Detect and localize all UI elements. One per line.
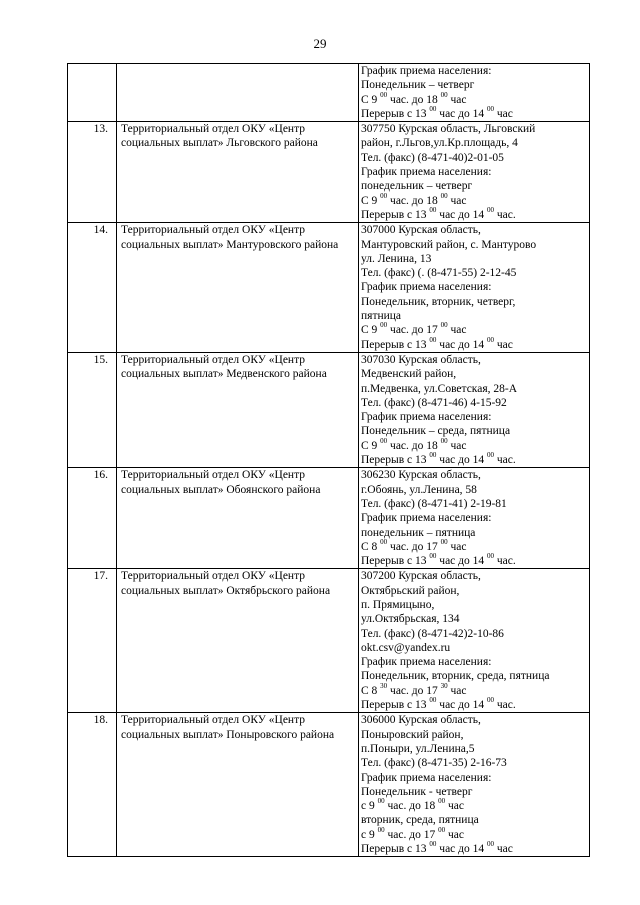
info-text: с 9: [361, 828, 378, 841]
info-line: [361, 353, 587, 367]
time-minutes-superscript: 00: [429, 104, 437, 113]
info-line: [361, 713, 587, 727]
info-text: вторник, среда, пятница: [361, 814, 479, 827]
info-line: [361, 280, 587, 294]
info-line: [361, 698, 587, 712]
time-minutes-superscript: 00: [440, 436, 448, 445]
time-minutes-superscript: 00: [487, 840, 494, 849]
info-text: час.: [494, 454, 516, 467]
info-text: Перерыв с 13: [361, 699, 430, 712]
time-minutes-superscript: 00: [377, 797, 385, 806]
time-minutes-superscript: 00: [380, 537, 388, 546]
time-minutes-superscript: 00: [380, 90, 388, 99]
info-line: [361, 151, 587, 165]
info-text: 307200 Курская область,: [361, 570, 481, 583]
info-text: С 8: [361, 684, 381, 697]
office-contact-info: [359, 64, 590, 122]
info-text: ул.Октябрьская, 134: [361, 613, 460, 626]
offices-table: [67, 63, 590, 857]
time-minutes-superscript: 00: [440, 537, 448, 546]
info-text: час до 14: [436, 699, 487, 712]
info-line: [361, 483, 587, 497]
info-text: час: [445, 828, 464, 841]
info-text: Перерыв с 13: [361, 208, 430, 221]
info-text: час: [447, 540, 467, 553]
info-line: [361, 104, 587, 121]
info-text: Понедельник, вторник, четверг,: [361, 295, 516, 308]
time-minutes-superscript: 00: [429, 205, 437, 214]
info-line: [361, 641, 587, 655]
info-text: час. до 18: [387, 439, 441, 452]
info-line: [361, 64, 587, 78]
time-minutes-superscript: 30: [380, 681, 388, 690]
time-minutes-superscript: 00: [380, 436, 388, 445]
row-number: 17.: [68, 569, 117, 713]
info-text: час. до 17: [387, 540, 441, 553]
info-text: График приема населения:: [361, 281, 492, 294]
office-contact-info: [359, 569, 590, 713]
info-text: час: [447, 194, 467, 207]
info-text: Тел. (факс) (8-471-35) 2-16-73: [361, 757, 507, 770]
info-text: час. до 17: [387, 324, 441, 337]
info-line: [361, 295, 587, 309]
time-minutes-superscript: 00: [487, 696, 494, 705]
info-text: График приема населения:: [361, 65, 492, 77]
info-line: [361, 323, 587, 337]
table-row: [68, 713, 590, 857]
info-text: График приема населения:: [361, 411, 492, 424]
info-text: п.Медвенка, ул.Советская, 28-А: [361, 382, 518, 395]
time-minutes-superscript: 00: [487, 104, 494, 113]
info-text: 307030 Курская область,: [361, 353, 481, 366]
info-text: час.: [494, 208, 516, 221]
info-text: Понедельник – среда, пятница: [361, 425, 511, 438]
info-text: Медвенский район,: [361, 368, 457, 381]
time-minutes-superscript: 00: [377, 825, 385, 834]
info-text: час. до 18: [384, 800, 439, 813]
page-number: 29: [313, 36, 327, 51]
info-text: час до 14: [436, 208, 487, 221]
row-number: [68, 64, 117, 122]
info-line: [361, 497, 587, 511]
time-minutes-superscript: 00: [487, 335, 494, 344]
info-line: [361, 627, 587, 641]
info-text: час: [494, 338, 513, 351]
time-minutes-superscript: 00: [429, 840, 437, 849]
info-text: час: [447, 684, 467, 697]
info-line: [361, 191, 587, 208]
info-line: [361, 813, 587, 827]
info-text: График приема населения:: [361, 166, 492, 179]
info-text: г.Обоянь, ул.Ленина, 58: [361, 483, 477, 496]
info-line: [361, 728, 587, 742]
info-line: [361, 223, 587, 237]
info-line: [361, 453, 587, 467]
info-text: понедельник – пятница: [361, 526, 476, 539]
info-text: с 9: [361, 800, 378, 813]
info-text: 306230 Курская область,: [361, 469, 481, 482]
info-line: [361, 165, 587, 179]
info-line: [361, 122, 587, 136]
info-text: Тел. (факс) (. (8-471-55) 2-12-45: [361, 267, 517, 280]
row-number: 16.: [68, 468, 117, 569]
info-text: район, г.Льгов,ул.Кр.площадь, 4: [361, 137, 518, 150]
info-line: [361, 537, 587, 554]
info-line: [361, 742, 587, 756]
info-text: Понедельник - четверг: [361, 785, 473, 798]
row-number: 13.: [68, 122, 117, 223]
info-text: С 9: [361, 93, 381, 106]
info-text: час. до 17: [387, 684, 441, 697]
table-row: [68, 468, 590, 569]
time-minutes-superscript: 00: [487, 552, 494, 561]
info-text: Перерыв с 13: [361, 555, 430, 568]
info-line: [361, 584, 587, 598]
info-line: [361, 612, 587, 626]
time-minutes-superscript: 30: [440, 681, 448, 690]
office-name: Территориальный отдел ОКУ «Центр социальных выплат» Обоянского района: [117, 468, 359, 569]
info-line: [361, 78, 587, 92]
info-text: 307750 Курская область, Льговский: [361, 123, 536, 136]
info-text: час до 14: [436, 338, 487, 351]
table-row: [68, 122, 590, 223]
table-row: [68, 223, 590, 353]
info-text: okt.csv@yandex.ru: [361, 641, 451, 654]
info-line: [361, 136, 587, 150]
info-line: [361, 396, 587, 410]
offices-table-body: [68, 64, 590, 857]
info-line: [361, 598, 587, 612]
info-text: час до 14: [436, 454, 487, 467]
office-name: Территориальный отдел ОКУ «Центр социальных выплат» Поныровского района: [117, 713, 359, 857]
info-text: час: [494, 843, 513, 856]
info-text: час.: [494, 555, 516, 568]
row-number: 18.: [68, 713, 117, 857]
office-contact-info: [359, 352, 590, 467]
info-text: понедельник – четверг: [361, 180, 473, 193]
time-minutes-superscript: 00: [380, 321, 388, 330]
info-text: Перерыв с 13: [361, 843, 430, 856]
info-text: час: [445, 800, 464, 813]
info-text: График приема населения:: [361, 656, 492, 669]
office-name: Территориальный отдел ОКУ «Центр социальных выплат» Мантуровского района: [117, 223, 359, 353]
info-text: 306000 Курская область,: [361, 714, 481, 727]
info-line: [361, 785, 587, 799]
info-line: [361, 179, 587, 193]
info-text: С 9: [361, 324, 381, 337]
office-name: Территориальный отдел ОКУ «Центр социальных выплат» Льговского района: [117, 122, 359, 223]
time-minutes-superscript: 00: [380, 191, 388, 200]
office-name: Территориальный отдел ОКУ «Центр социальных выплат» Октябрьского района: [117, 569, 359, 713]
info-text: час: [447, 324, 467, 337]
info-line: [361, 382, 587, 396]
info-line: [361, 335, 587, 352]
info-text: час.: [494, 699, 516, 712]
info-text: час. до 17: [384, 828, 439, 841]
info-text: п. Прямицыно,: [361, 598, 435, 611]
info-text: пятница: [361, 310, 402, 323]
time-minutes-superscript: 00: [487, 205, 494, 214]
info-text: График приема населения:: [361, 512, 492, 525]
office-name: Территориальный отдел ОКУ «Центр социальных выплат» Медвенского района: [117, 352, 359, 467]
info-line: [361, 252, 587, 266]
info-text: Перерыв с 13: [361, 107, 430, 120]
time-minutes-superscript: 00: [440, 90, 448, 99]
info-line: [361, 436, 587, 453]
table-row: [68, 64, 590, 122]
info-line: [361, 238, 587, 252]
info-line: [361, 424, 587, 438]
office-name: [117, 64, 359, 122]
info-text: Понедельник – четверг: [361, 79, 475, 92]
info-line: [361, 799, 587, 813]
info-text: Тел. (факс) (8-471-46) 4-15-92: [361, 396, 507, 409]
info-text: час до 14: [436, 555, 487, 568]
row-number: 14.: [68, 223, 117, 353]
office-contact-info: [359, 223, 590, 353]
info-text: час. до 18: [387, 194, 441, 207]
info-text: час: [447, 93, 467, 106]
time-minutes-superscript: 00: [440, 321, 448, 330]
info-text: Тел. (факс) (8-471-41) 2-19-81: [361, 497, 507, 510]
info-text: час до 14: [436, 107, 487, 120]
info-text: Поныровский район,: [361, 728, 464, 741]
info-text: п.Поныри, ул.Ленина,5: [361, 742, 475, 755]
info-text: Мантуровский район, с. Мантурово: [361, 238, 537, 251]
info-line: [361, 367, 587, 381]
time-minutes-superscript: 00: [429, 335, 437, 344]
info-line: [361, 90, 587, 107]
info-text: час: [494, 107, 513, 120]
info-text: С 9: [361, 439, 381, 452]
info-line: [361, 771, 587, 785]
time-minutes-superscript: 00: [438, 797, 446, 806]
info-line: [361, 554, 587, 568]
time-minutes-superscript: 00: [438, 825, 446, 834]
info-line: [361, 526, 587, 540]
info-text: С 9: [361, 194, 381, 207]
time-minutes-superscript: 00: [429, 552, 437, 561]
info-line: [361, 468, 587, 482]
info-text: час. до 18: [387, 93, 441, 106]
time-minutes-superscript: 00: [429, 696, 437, 705]
office-contact-info: [359, 713, 590, 857]
info-text: час: [447, 439, 467, 452]
info-text: Тел. (факс) (8-471-42)2-10-86: [361, 627, 504, 640]
info-line: [361, 842, 587, 856]
info-text: Перерыв с 13: [361, 338, 430, 351]
time-minutes-superscript: 00: [487, 451, 494, 460]
info-text: График приема населения:: [361, 771, 492, 784]
office-contact-info: [359, 468, 590, 569]
office-contact-info: [359, 122, 590, 223]
info-text: С 8: [361, 540, 381, 553]
table-row: [68, 569, 590, 713]
info-line: [361, 205, 587, 222]
info-text: Октябрьский район,: [361, 584, 460, 597]
info-line: [361, 825, 587, 842]
info-line: [361, 266, 587, 280]
info-text: Перерыв с 13: [361, 454, 430, 467]
info-line: [361, 511, 587, 525]
info-line: [361, 410, 587, 424]
info-line: [361, 309, 587, 323]
table-row: [68, 352, 590, 467]
info-line: [361, 569, 587, 583]
info-line: [361, 681, 587, 698]
info-text: ул. Ленина, 13: [361, 252, 432, 265]
row-number: 15.: [68, 352, 117, 467]
info-line: [361, 669, 587, 683]
info-line: [361, 655, 587, 669]
time-minutes-superscript: 00: [429, 451, 437, 460]
info-text: час до 14: [436, 843, 487, 856]
time-minutes-superscript: 00: [440, 191, 448, 200]
info-text: Тел. (факс) (8-471-40)2-01-05: [361, 151, 504, 164]
info-text: Понедельник, вторник, среда, пятница: [361, 670, 550, 683]
info-text: 307000 Курская область,: [361, 224, 481, 237]
info-line: [361, 756, 587, 770]
